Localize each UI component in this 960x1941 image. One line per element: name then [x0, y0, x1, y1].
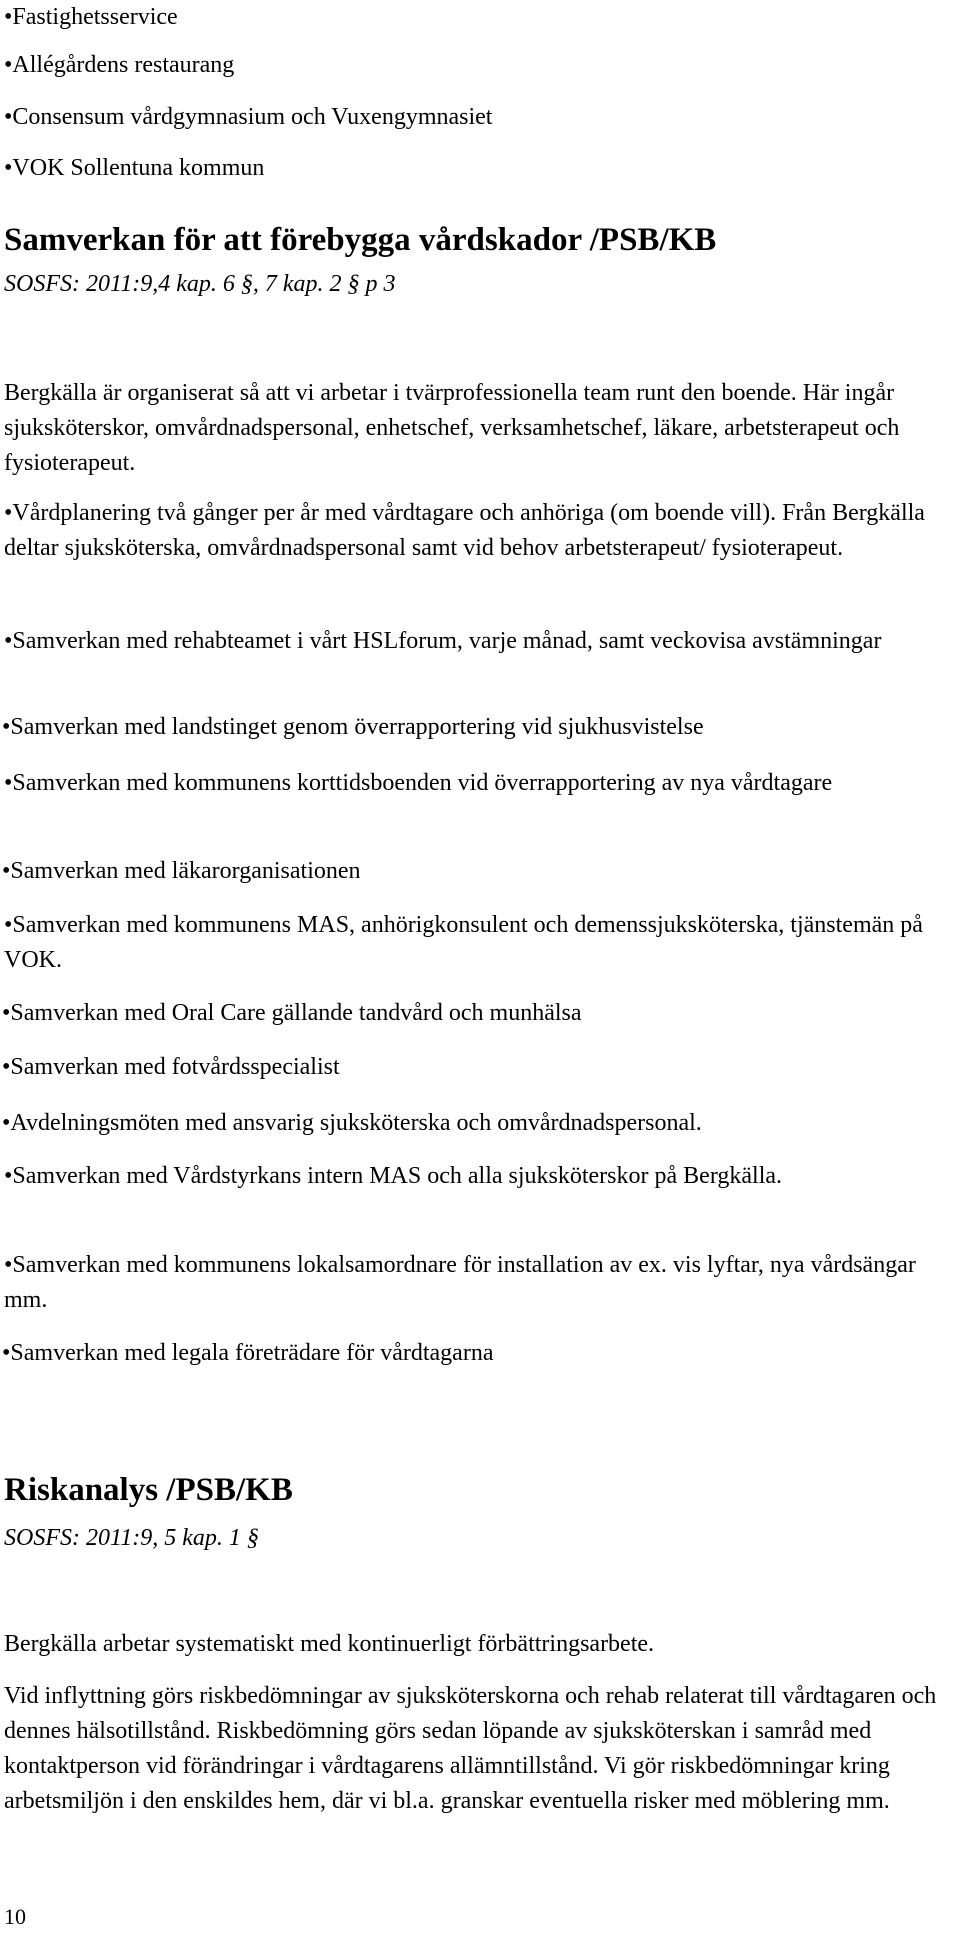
- list-item: •Allégårdens restaurang: [4, 52, 235, 78]
- bullet-item: •Samverkan med kommunens MAS, anhörigkonsulent och demenssjuksköterska, tjänstemän på VOK.: [4, 912, 923, 973]
- legal-reference: SOSFS: 2011:9,4 kap. 6 §, 7 kap. 2 § p 3: [4, 271, 396, 297]
- bullet-item: •Samverkan med rehabteamet i vårt HSLforum, varje månad, samt veckovisa avstämningar: [4, 628, 882, 654]
- bullet-item: •Samverkan med kommunens lokalsamordnare för installation av ex. vis lyftar, nya vårdsängar mm.: [4, 1252, 916, 1313]
- bullet-item: •Samverkan med kommunens korttidsboenden vid överrapportering av nya vårdtagare: [4, 770, 833, 796]
- bullet-item: •Samverkan med läkarorganisationen: [2, 858, 361, 884]
- list-item: •VOK Sollentuna kommun: [4, 155, 265, 181]
- section-heading: Samverkan för att förebygga vårdskador /PSB/KB: [4, 222, 717, 258]
- bullet-item: •Samverkan med landstinget genom överrapportering vid sjukhusvistelse: [2, 714, 704, 740]
- bullet-item: •Avdelningsmöten med ansvarig sjuksköterska och omvårdnadspersonal.: [2, 1110, 702, 1136]
- intro-paragraph: Bergkälla är organiserat så att vi arbetar i tvärprofessionella team runt den boende. Här ingår sjuksköterskor, omvårdnadspersonal, enhetschef, verksamhetschef, läkare, arbetsterapeut och fysioterapeut.: [4, 380, 900, 476]
- legal-reference: SOSFS: 2011:9, 5 kap. 1 §: [4, 1525, 259, 1551]
- bullet-item: •Samverkan med legala företrädare för vårdtagarna: [2, 1340, 494, 1366]
- paragraph: Vid inflyttning görs riskbedömningar av sjuksköterskorna och rehab relaterat till vårdtagaren och dennes hälsotillstånd. Riskbedömning görs sedan löpande av sjuksköterskan i samråd med kontaktperson vid förändringar i vårdtagarens allämntillstånd. Vi gör riskbedömningar kring arbetsmiljön i den enskildes hem, där vi bl.a. granskar eventuella risker med möblering mm.: [4, 1683, 937, 1814]
- paragraph: Bergkälla arbetar systematiskt med kontinuerligt förbättringsarbete.: [4, 1631, 655, 1657]
- bullet-item: •Samverkan med Vårdstyrkans intern MAS och alla sjuksköterskor på Bergkälla.: [4, 1163, 783, 1189]
- page-number: 10: [4, 1904, 26, 1929]
- bullet-item: •Samverkan med fotvårdsspecialist: [2, 1054, 340, 1080]
- list-item: •Consensum vårdgymnasium och Vuxengymnasiet: [4, 104, 493, 130]
- list-item: •Fastighetsservice: [4, 4, 178, 30]
- bullet-item: •Samverkan med Oral Care gällande tandvård och munhälsa: [2, 1000, 582, 1026]
- section-heading: Riskanalys /PSB/KB: [4, 1472, 293, 1508]
- bullet-item: •Vårdplanering två gånger per år med vårdtagare och anhöriga (om boende vill). Från Bergkälla deltar sjuksköterska, omvårdnadspersonal samt vid behov arbetsterapeut/ fysioterapeut.: [4, 500, 925, 561]
